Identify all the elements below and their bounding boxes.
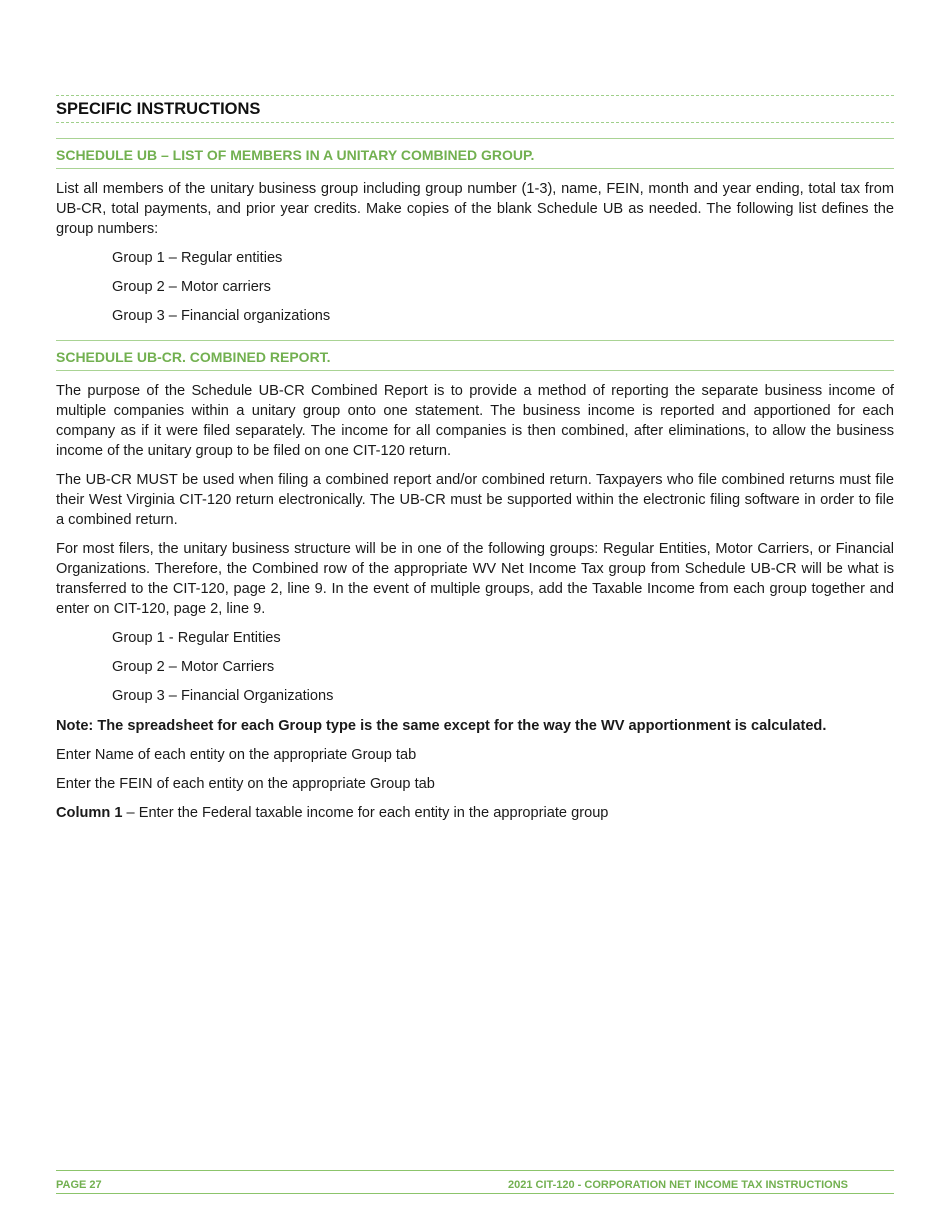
title-dashed-rule [56,122,894,123]
enter-name-line: Enter Name of each entity on the appropriate Group tab [56,747,417,763]
column-1-line [56,803,608,823]
ubcr-paragraph-purpose: The purpose of the Schedule UB-CR Combined Report is to provide a method of reporting the separate business income of multiple companies within a unitary group onto one statement. The business income is reported and apportioned for each company as if it were filed separately. The income for all companies is then combined, after eliminations, to allow the business income of the unitary group to be filed on one CIT-120 return. [56,383,894,459]
schedule-ub-paragraph: List all members of the unitary business group including group number (1-3), name, FEIN, month and year ending, total tax from UB-CR, total payments, and prior year credits. Make copies of the blank Schedule UB as needed. The following list defines the group numbers: [56,181,894,237]
schedule-ubcr-rule-top [56,340,894,341]
schedule-ub-heading: SCHEDULE UB – LIST OF MEMBERS IN A UNITARY COMBINED GROUP. [56,147,535,163]
top-dashed-rule [56,95,894,96]
column-1-label: Column 1 [56,805,123,821]
footer-document-title: 2021 CIT-120 - CORPORATION NET INCOME TAX INSTRUCTIONS [507,1179,848,1191]
ubcr-paragraph-filers: For most filers, the unitary business structure will be in one of the following groups: Regular Entities, Motor Carriers, or Financial Organizations. Therefore, the Combined row of the appropriate WV Net Income Tax group from Schedule UB-CR will be what is transferred to the CIT-120, page 2, line 9. In the event of multiple groups, add the Taxable Income from each group together and enter on CIT-120, page 2, line 9. [56,541,894,617]
ubcr-group-2: Group 2 – Motor Carriers [112,659,275,675]
enter-fein-line: Enter the FEIN of each entity on the appropriate Group tab [56,776,435,792]
ubcr-paragraph-must: The UB-CR MUST be used when filing a combined report and/or combined return. Taxpayers who file combined returns must file their West Virginia CIT-120 return electronically. The UB-CR must be supported within the electronic filing software in order to file a combined return. [56,472,894,528]
footer-rule-top [56,1170,894,1171]
page-title: SPECIFIC INSTRUCTIONS [56,100,261,118]
ub-group-1: Group 1 – Regular entities [112,250,283,266]
schedule-ubcr-heading: SCHEDULE UB-CR. COMBINED REPORT. [56,349,331,365]
footer-rule-bottom [56,1193,894,1194]
ub-group-3: Group 3 – Financial organizations [112,308,331,324]
schedule-ub-rule-top [56,138,894,139]
footer-page-number: PAGE 27 [56,1179,102,1191]
ubcr-note: Note: The spreadsheet for each Group type is the same except for the way the WV apportionment is calculated. [56,718,827,734]
ubcr-group-3: Group 3 – Financial Organizations [112,688,334,704]
column-1-text: – Enter the Federal taxable income for each entity in the appropriate group [122,805,609,821]
schedule-ubcr-rule-bottom [56,370,894,371]
schedule-ub-rule-bottom [56,168,894,169]
ub-group-2: Group 2 – Motor carriers [112,279,271,295]
ubcr-group-1: Group 1 - Regular Entities [112,630,281,646]
